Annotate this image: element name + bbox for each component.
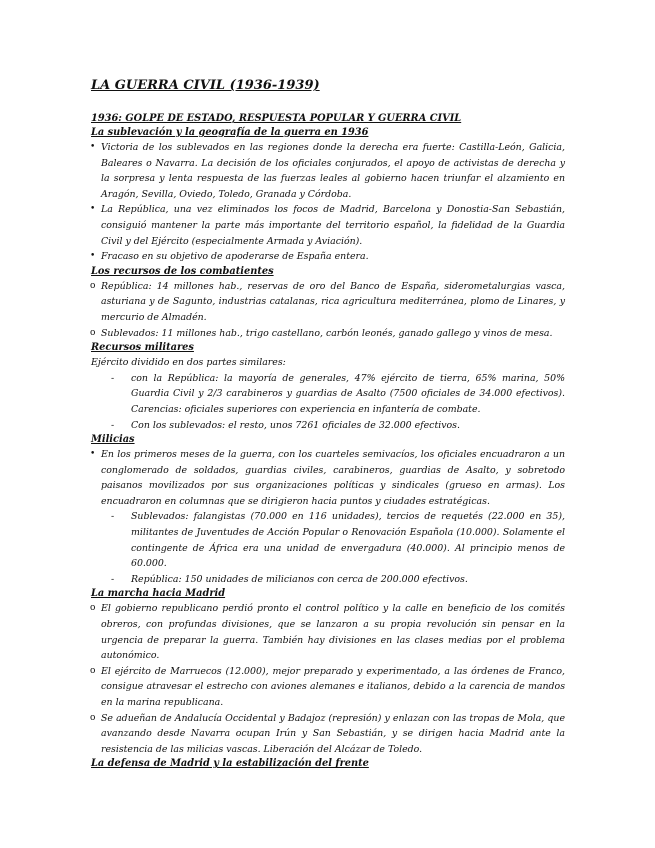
list-marker: o [90,280,96,291]
list-marker: - [111,419,115,431]
subsection-heading: La defensa de Madrid y la estabilización del frente [91,758,369,770]
list-marker: o [90,712,96,723]
paragraph: Ejército dividido en dos partes similares: [91,357,286,369]
subsection-heading: Los recursos de los combatientes [91,265,274,277]
subsection-heading: Milicias [91,434,135,446]
dash-list-item [91,418,565,434]
document-page [91,78,565,771]
list-item-text: Sublevados: falangistas (70.000 en 116 unidades), tercios de requetés (22.000 en 35), militantes de Juventudes de Acción Popular o Renovación Española (10.000). Solamente el contingente de África era una unidad de envergadura (40.000). Al principio menos de 60.000. [131,511,565,570]
bullet-list-item [91,601,565,663]
dash-list-item [91,509,565,571]
document-body [91,112,565,771]
bullet-list-item [91,664,565,711]
list-marker: o [90,603,96,614]
list-marker: • [90,142,96,152]
list-item-text: La República, una vez eliminados los focos de Madrid, Barcelona y Donostia-San Sebastián, consiguió mantener la parte más importante del territorio español, la fidelidad de la Guardia Civil y del Ejército (especialmente Armada y Aviación). [101,204,565,247]
list-marker: - [111,573,115,585]
document-title: LA GUERRA CIVIL (1936-1939) [91,78,320,93]
list-marker: - [111,511,115,523]
list-item-text: Sublevados: 11 millones hab., trigo castellano, carbón leonés, ganado gallego y vinos de mesa. [101,327,553,339]
dash-list-item [91,572,565,588]
bullet-list-item [91,279,565,326]
subsection-heading: Recursos militares [91,342,194,354]
bullet-list-item [91,249,565,265]
bullet-list-item [91,711,565,758]
bullet-list-item [91,140,565,202]
list-item-text: Se adueñan de Andalucía Occidental y Badajoz (represión) y enlazan con las tropas de Mola, que avanzando desde Navarra ocupan Irún y San Sebastián, y se dirigen hacia Madrid ante la resistencia de las milicias vascas. Liberación del Alcázar de Toledo. [101,712,565,755]
list-item-text: República: 14 millones hab., reservas de oro del Banco de España, siderometalurgias vasca, asturiana y de Sagunto, industrias catalanas, rica agricultura mediterránea, plomo de Linares, y mercurio de Almadén. [101,280,565,323]
subsection-heading: La marcha hacia Madrid [91,588,226,600]
list-marker: o [90,327,96,338]
list-item-text: Con los sublevados: el resto, unos 7261 oficiales de 32.000 efectivos. [131,419,460,431]
list-item-text: Victoria de los sublevados en las regiones donde la derecha era fuerte: Castilla-León, Galicia, Baleares o Navarra. La decisión de los oficiales conjurados, el apoyo de activistas de derecha y la sorpresa y lenta respuesta de las fuerzas leales al gobierno hacen triunfar el alzamiento en Aragón, Sevilla, Oviedo, Toledo, Granada y Córdoba. [101,142,565,200]
list-item-text: con la República: la mayoría de generales, 47% ejército de tierra, 65% marina, 50% Guardia Civil y 2/3 carabineros y guardias de Asalto (7500 oficiales de 34.000 efectivos). Carencias: oficiales superiores con experiencia en infantería de combate. [131,372,565,415]
list-item-text: República: 150 unidades de milicianos con cerca de 200.000 efectivos. [131,573,468,585]
dash-list-item [91,371,565,418]
list-marker: • [90,204,96,215]
list-marker: • [90,449,96,460]
bullet-list-item [91,202,565,249]
bullet-list-item [91,447,565,509]
bullet-list-item [91,326,565,342]
list-item-text: En los primeros meses de la guerra, con los cuarteles semivacíos, los oficiales encuadraron a un conglomerado de soldados, guardias civiles, carabineros, guardias de Asalto, y sobretodo paisanos movilizados por sus organizaciones políticas y sindicales (grueso en armas). Los encuadraron en columnas que se dirigieron hacia puntos y ciudades estratégicas. [101,449,565,507]
list-item-text: El gobierno republicano perdió pronto el control político y la calle en beneficio de los comités obreros, con profundas divisiones, que se lanzaron a su propia revolución sin pensar en la urgencia de preparar la guerra. También hay divisiones en las clases medias por el problema autonómico. [101,603,565,662]
list-item-text: Fracaso en su objetivo de apoderarse de España entera. [101,251,369,263]
subsection-heading: La sublevación y la geografía de la guerra en 1936 [91,127,369,138]
list-item-text: El ejército de Marruecos (12.000), mejor preparado y experimentado, a las órdenes de Franco, consigue atravesar el estrecho con aviones alemanes e italianos, debido a la carencia de mandos en la marina republicana. [101,665,565,708]
section-heading: 1936: GOLPE DE ESTADO, RESPUESTA POPULAR Y GUERRA CIVIL [91,113,462,124]
list-marker: • [90,251,96,262]
list-marker: - [111,372,115,384]
list-marker: o [90,665,96,676]
